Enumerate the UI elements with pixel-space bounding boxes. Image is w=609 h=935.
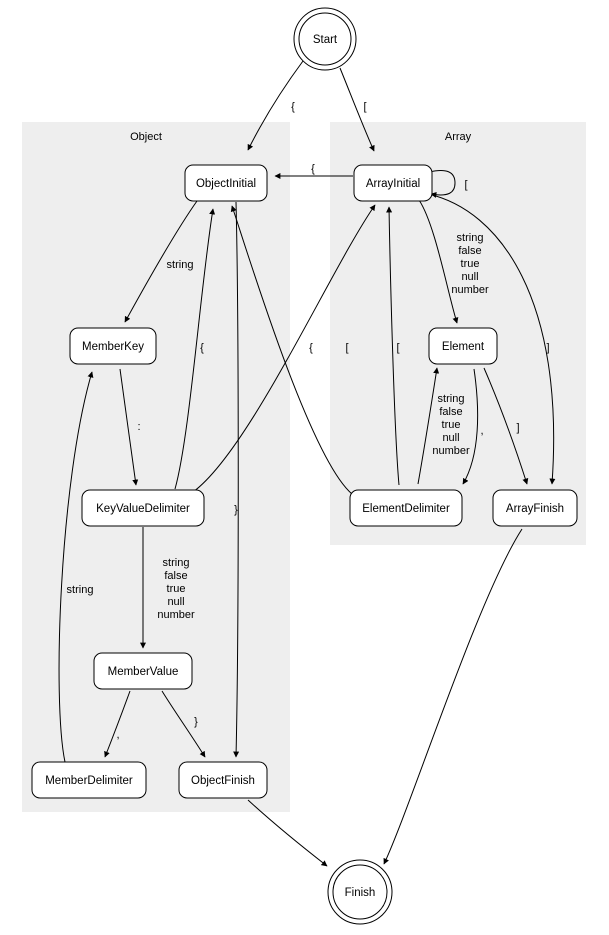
node-membervalue[interactable]	[94, 653, 192, 689]
node-element-label: Element	[441, 341, 485, 354]
edge-label-keyvaluedelimiter-arrayinitial: [	[345, 342, 349, 354]
svg-text:number: number	[432, 445, 470, 457]
edge-label-elementdelimiter-objectinitial: {	[309, 342, 313, 354]
edge-label-keyvaluedelimiter-objectinitial: {	[200, 342, 204, 354]
cluster-object-label: Object	[130, 131, 162, 143]
node-elementdelimiter-label: ElementDelimiter	[362, 503, 450, 516]
svg-text:string: string	[456, 232, 484, 244]
node-element[interactable]	[429, 328, 497, 364]
svg-text:string: string	[162, 557, 190, 569]
node-arrayfinish[interactable]	[493, 490, 577, 526]
svg-text:null: null	[167, 596, 185, 608]
node-finish[interactable]	[328, 860, 392, 924]
edge-label-memberdelimiter-memberkey: string	[66, 584, 94, 596]
svg-text:false: false	[164, 570, 188, 582]
node-start[interactable]	[294, 8, 356, 70]
svg-text:true: true	[460, 258, 480, 270]
node-keyvaluedelimiter-label: KeyValueDelimiter	[96, 503, 190, 516]
svg-text:null: null	[461, 271, 479, 283]
svg-text:false: false	[458, 245, 482, 257]
edge-label-start-arrayinitial: [	[363, 101, 367, 113]
edge-label-objectinitial-objectfinish: }	[234, 504, 238, 516]
edge-label-memberkey-keyvaluedelimiter: :	[137, 421, 141, 433]
node-membervalue-label: MemberValue	[107, 666, 179, 679]
node-arrayinitial-label: ArrayInitial	[365, 178, 421, 191]
edge-label-membervalue-memberdelimiter: ,	[116, 729, 120, 741]
edge-label-start-objectinitial: {	[291, 101, 295, 113]
cluster-object	[22, 122, 290, 812]
node-memberkey-label: MemberKey	[82, 341, 144, 354]
svg-text:null: null	[442, 432, 460, 444]
edge-label-elementdelimiter-arrayinitial: [	[396, 342, 400, 354]
edge-label-arrayinitial-arrayfinish: ]	[546, 342, 550, 354]
edge-label-element-arrayfinish: ]	[516, 422, 520, 434]
svg-text:number: number	[451, 284, 489, 296]
node-keyvaluedelimiter[interactable]	[82, 490, 204, 526]
edge-label-membervalue-objectfinish: }	[194, 716, 198, 728]
edge-label-arrayinitial-objectinitial: {	[311, 163, 315, 175]
cluster-object-rect	[22, 122, 290, 812]
edge-label-arrayinitial-self: [	[464, 179, 468, 191]
node-memberdelimiter-label: MemberDelimiter	[45, 775, 133, 788]
node-start-label: Start	[312, 34, 338, 47]
svg-text:string: string	[437, 393, 465, 405]
node-elementdelimiter[interactable]	[350, 490, 462, 526]
edge-label-objectinitial-memberkey: string	[166, 259, 194, 271]
node-memberdelimiter[interactable]	[32, 762, 146, 798]
node-objectfinish[interactable]	[179, 762, 267, 798]
svg-text:true: true	[441, 419, 461, 431]
cluster-array-label: Array	[444, 131, 472, 143]
edge-arrayfinish-finish	[384, 529, 522, 864]
node-memberkey[interactable]	[70, 328, 156, 364]
node-finish-label: Finish	[344, 887, 376, 900]
svg-text:true: true	[166, 583, 186, 595]
svg-text:false: false	[439, 406, 463, 418]
node-objectfinish-label: ObjectFinish	[191, 775, 255, 788]
node-objectinitial[interactable]	[185, 165, 267, 201]
edge-label-element-elementdelimiter: ,	[480, 425, 484, 437]
node-objectinitial-label: ObjectInitial	[195, 178, 257, 191]
node-arrayfinish-label: ArrayFinish	[505, 503, 565, 516]
node-arrayinitial[interactable]	[354, 165, 432, 201]
svg-text:number: number	[157, 609, 195, 621]
